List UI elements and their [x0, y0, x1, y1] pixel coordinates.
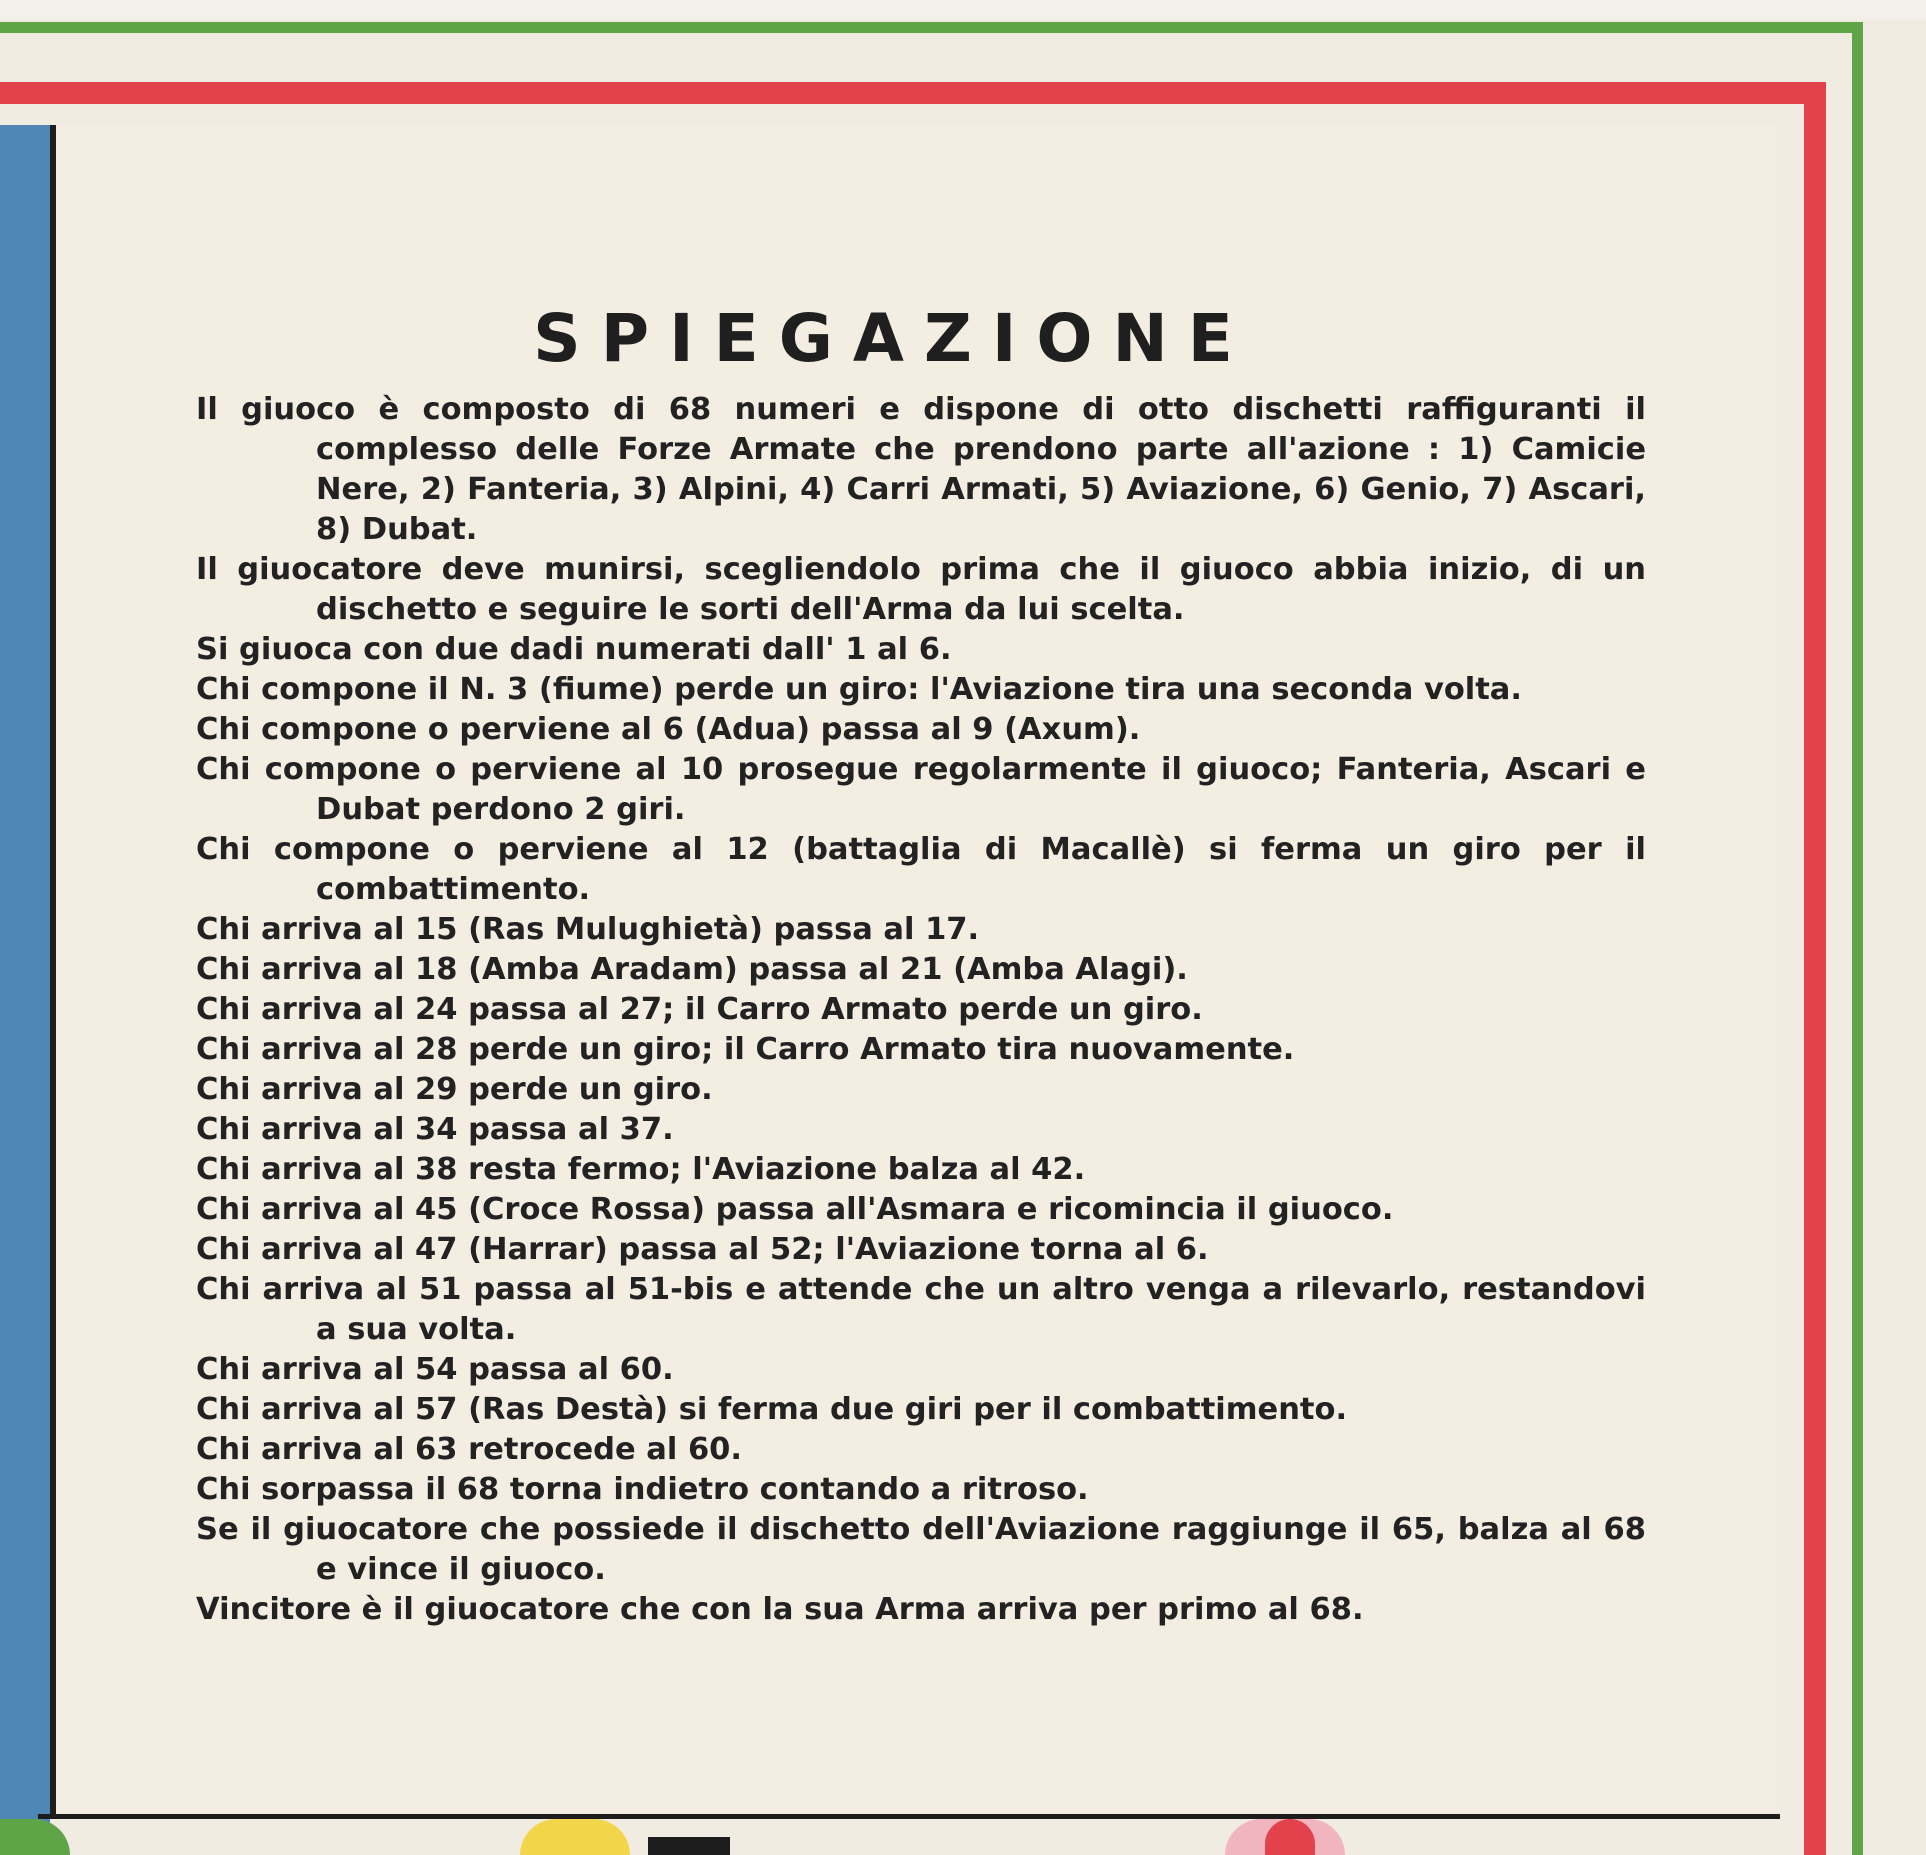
- rule-item: Se il giuocatore che possiede il dischetto dell'Aviazione raggiunge il 65, balza al 68 e vince il giuoco.: [196, 1512, 1646, 1587]
- bottom-divider: [38, 1814, 1780, 1819]
- blue-side-panel: [0, 125, 50, 1825]
- decorative-yellow-shape: [520, 1819, 630, 1855]
- rule-item: Chi arriva al 29 perde un giro.: [196, 1072, 713, 1107]
- rule-item: Chi compone o perviene al 10 prosegue regolarmente il giuoco; Fanteria, Ascari e Dubat perdono 2 giri.: [196, 752, 1646, 827]
- rule-item: Chi compone il N. 3 (fiume) perde un giro: l'Aviazione tira una seconda volta.: [196, 672, 1522, 707]
- rule-item: Il giuoco è composto di 68 numeri e dispone di otto dischetti raffiguranti il complesso delle Forze Armate che prendono parte all'azione : 1) Camicie Nere, 2) Fanteria, 3) Alpini, 4) Carri Armati, 5) Aviazione, 6) Genio, 7) Ascari, 8) Dubat.: [196, 392, 1646, 547]
- rules-list: [196, 390, 1646, 1630]
- rule-item: Chi arriva al 28 perde un giro; il Carro Armato tira nuovamente.: [196, 1032, 1295, 1067]
- rule-item: Chi arriva al 24 passa al 27; il Carro Armato perde un giro.: [196, 992, 1203, 1027]
- rule-item: Chi compone o perviene al 12 (battaglia di Macallè) si ferma un giro per il combattimento.: [196, 832, 1646, 907]
- rule-item: Chi compone o perviene al 6 (Adua) passa al 9 (Axum).: [196, 712, 1141, 747]
- rule-item: Si giuoca con due dadi numerati dall' 1 al 6.: [196, 632, 952, 667]
- rule-item: Chi arriva al 47 (Harrar) passa al 52; l'Aviazione torna al 6.: [196, 1232, 1209, 1267]
- rule-item: Chi arriva al 54 passa al 60.: [196, 1352, 674, 1387]
- rule-item: Vincitore è il giuocatore che con la sua Arma arriva per primo al 68.: [196, 1592, 1364, 1627]
- rule-item: Chi arriva al 38 resta fermo; l'Aviazione balza al 42.: [196, 1152, 1086, 1187]
- rule-item: Chi arriva al 45 (Croce Rossa) passa all'Asmara e ricomincia il giuoco.: [196, 1192, 1394, 1227]
- rule-item: Chi arriva al 63 retrocede al 60.: [196, 1432, 742, 1467]
- rule-item: Il giuocatore deve munirsi, scegliendolo prima che il giuoco abbia inizio, di un dischetto e seguire le sorti dell'Arma da lui scelta.: [196, 552, 1646, 627]
- rule-item: Chi arriva al 34 passa al 37.: [196, 1112, 674, 1147]
- rule-item: Chi arriva al 15 (Ras Mulughietà) passa al 17.: [196, 912, 980, 947]
- page-title: SPIEGAZIONE: [533, 300, 1253, 378]
- rule-item: Chi arriva al 57 (Ras Destà) si ferma due giri per il combattimento.: [196, 1392, 1348, 1427]
- top-paper-strip: [0, 0, 1926, 20]
- rule-item: Chi sorpassa il 68 torna indietro contando a ritroso.: [196, 1472, 1089, 1507]
- rule-item: Chi arriva al 51 passa al 51-bis e attende che un altro venga a rilevarlo, restandovi a sua volta.: [196, 1272, 1646, 1347]
- decorative-dark-shape: [648, 1837, 730, 1855]
- rule-item: Chi arriva al 18 (Amba Aradam) passa al 21 (Amba Alagi).: [196, 952, 1188, 987]
